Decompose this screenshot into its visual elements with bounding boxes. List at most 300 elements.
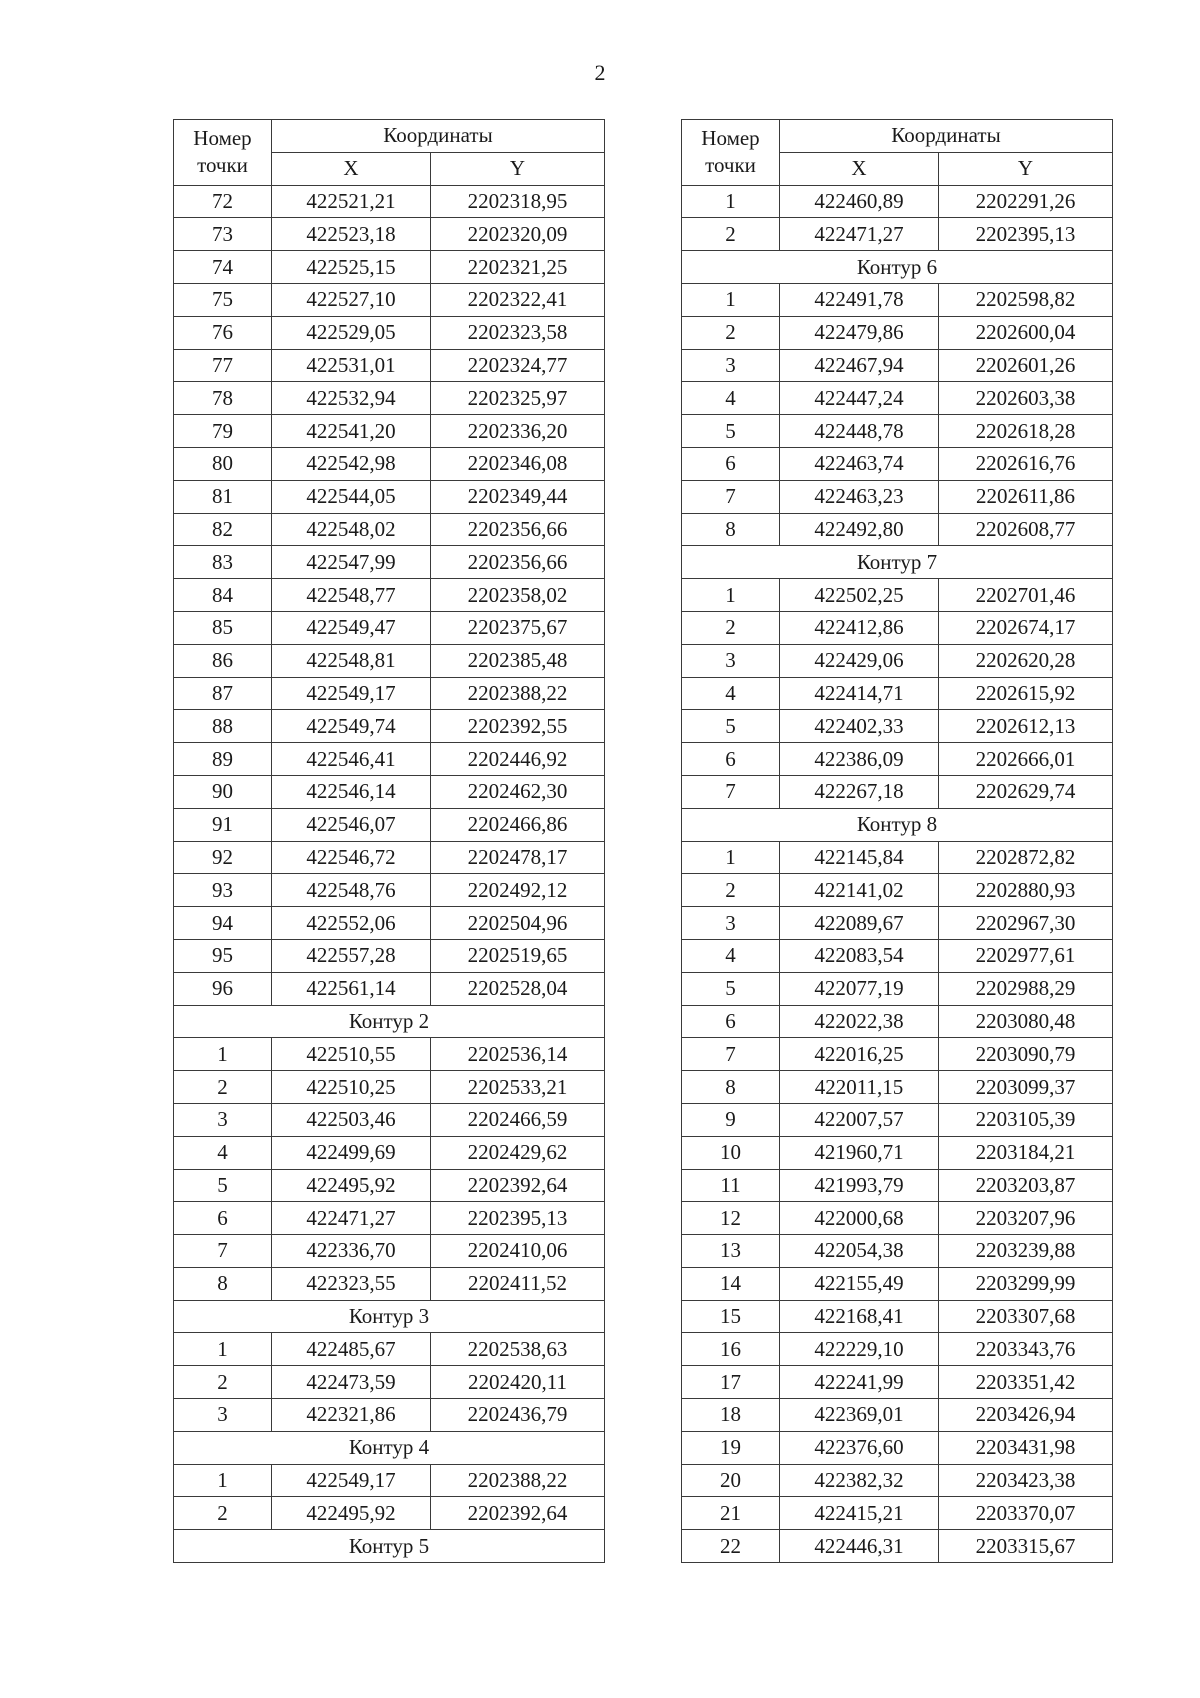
point-number-cell: 1 <box>174 1038 272 1071</box>
x-coordinate-cell: 422415,21 <box>780 1497 939 1530</box>
x-coordinate-cell: 422491,78 <box>780 283 939 316</box>
point-number-cell: 18 <box>682 1399 780 1432</box>
y-coordinate-cell: 2202320,09 <box>431 218 605 251</box>
y-coordinate-cell: 2202375,67 <box>431 611 605 644</box>
x-coordinate-cell: 422548,76 <box>272 874 431 907</box>
x-coordinate-cell: 422495,92 <box>272 1169 431 1202</box>
y-coordinate-cell: 2203184,21 <box>939 1136 1113 1169</box>
table-row <box>682 1431 1113 1464</box>
y-coordinate-cell: 2202528,04 <box>431 972 605 1005</box>
point-number-cell: 85 <box>174 611 272 644</box>
point-number-cell: 13 <box>682 1235 780 1268</box>
x-coordinate-cell: 422011,15 <box>780 1071 939 1104</box>
table-row <box>174 1464 605 1497</box>
coordinates-header: Координаты <box>272 120 605 153</box>
table-row <box>174 415 605 448</box>
table-row <box>174 1169 605 1202</box>
y-coordinate-cell: 2202325,97 <box>431 382 605 415</box>
contour-heading-row <box>174 1300 605 1333</box>
y-coordinate-cell: 2202608,77 <box>939 513 1113 546</box>
y-coordinate-cell: 2203307,68 <box>939 1300 1113 1333</box>
point-number-cell: 4 <box>682 677 780 710</box>
y-coordinate-cell: 2202322,41 <box>431 283 605 316</box>
table-row <box>174 579 605 612</box>
point-number-cell: 9 <box>682 1103 780 1136</box>
table-row <box>682 1530 1113 1563</box>
x-coordinate-cell: 421993,79 <box>780 1169 939 1202</box>
table-row <box>174 743 605 776</box>
point-number-cell: 17 <box>682 1366 780 1399</box>
point-number-cell: 3 <box>174 1399 272 1432</box>
x-coordinate-cell: 422549,74 <box>272 710 431 743</box>
point-number-cell: 5 <box>174 1169 272 1202</box>
table-row <box>682 316 1113 349</box>
point-number-cell: 16 <box>682 1333 780 1366</box>
y-coordinate-cell: 2202336,20 <box>431 415 605 448</box>
table-row <box>682 1366 1113 1399</box>
point-number-cell: 1 <box>174 1333 272 1366</box>
point-number-cell: 6 <box>682 1005 780 1038</box>
x-coordinate-cell: 422448,78 <box>780 415 939 448</box>
x-coordinate-cell: 422446,31 <box>780 1530 939 1563</box>
x-coordinate-cell: 422525,15 <box>272 251 431 284</box>
table-row <box>682 1202 1113 1235</box>
coordinates-table-right <box>681 119 1113 1563</box>
contour-heading-row <box>174 1005 605 1038</box>
point-number-cell: 1 <box>174 1464 272 1497</box>
x-coordinate-cell: 422541,20 <box>272 415 431 448</box>
table-row <box>174 972 605 1005</box>
y-coordinate-cell: 2202967,30 <box>939 907 1113 940</box>
point-number-cell: 2 <box>174 1366 272 1399</box>
table-row <box>174 1071 605 1104</box>
x-coordinate-cell: 422503,46 <box>272 1103 431 1136</box>
y-coordinate-cell: 2202701,46 <box>939 579 1113 612</box>
point-number-cell: 2 <box>682 218 780 251</box>
point-number-cell: 2 <box>682 316 780 349</box>
table-row <box>682 743 1113 776</box>
table-row <box>682 1464 1113 1497</box>
x-coordinate-cell: 422561,14 <box>272 972 431 1005</box>
x-coordinate-cell: 422523,18 <box>272 218 431 251</box>
x-coordinate-cell: 422382,32 <box>780 1464 939 1497</box>
table-row <box>682 349 1113 382</box>
table-row <box>682 841 1113 874</box>
table-row <box>682 185 1113 218</box>
point-number-cell: 4 <box>174 1136 272 1169</box>
point-number-cell: 5 <box>682 415 780 448</box>
point-number-cell: 76 <box>174 316 272 349</box>
contour-heading-row <box>174 1530 605 1563</box>
point-number-cell: 15 <box>682 1300 780 1333</box>
y-coordinate-cell: 2202395,13 <box>431 1202 605 1235</box>
y-coordinate-cell: 2202977,61 <box>939 939 1113 972</box>
table-row <box>174 251 605 284</box>
point-number-cell: 12 <box>682 1202 780 1235</box>
table-row <box>174 1136 605 1169</box>
x-coordinate-cell: 422376,60 <box>780 1431 939 1464</box>
point-number-cell: 7 <box>174 1235 272 1268</box>
x-coordinate-cell: 422077,19 <box>780 972 939 1005</box>
y-coordinate-cell: 2202598,82 <box>939 283 1113 316</box>
table-row <box>174 1399 605 1432</box>
point-number-cell: 91 <box>174 808 272 841</box>
table-row <box>682 939 1113 972</box>
y-header: Y <box>431 152 605 185</box>
contour-heading: Контур 3 <box>174 1300 605 1333</box>
x-coordinate-cell: 422495,92 <box>272 1497 431 1530</box>
point-number-cell: 21 <box>682 1497 780 1530</box>
x-coordinate-cell: 422267,18 <box>780 775 939 808</box>
x-coordinate-cell: 422473,59 <box>272 1366 431 1399</box>
table-row <box>682 1169 1113 1202</box>
contour-heading: Контур 5 <box>174 1530 605 1563</box>
y-coordinate-cell: 2203105,39 <box>939 1103 1113 1136</box>
point-number-cell: 3 <box>682 349 780 382</box>
y-coordinate-cell: 2202620,28 <box>939 644 1113 677</box>
point-number-cell: 7 <box>682 775 780 808</box>
point-number-cell: 87 <box>174 677 272 710</box>
table-row <box>174 1333 605 1366</box>
x-coordinate-cell: 422546,72 <box>272 841 431 874</box>
point-number-cell: 74 <box>174 251 272 284</box>
coordinates-header: Координаты <box>780 120 1113 153</box>
table-row <box>174 1038 605 1071</box>
contour-heading: Контур 6 <box>682 251 1113 284</box>
point-number-cell: 78 <box>174 382 272 415</box>
x-coordinate-cell: 422323,55 <box>272 1267 431 1300</box>
x-coordinate-cell: 422544,05 <box>272 480 431 513</box>
table-row <box>174 874 605 907</box>
table-row <box>174 546 605 579</box>
y-coordinate-cell: 2202410,06 <box>431 1235 605 1268</box>
x-coordinate-cell: 422521,21 <box>272 185 431 218</box>
point-number-cell: 92 <box>174 841 272 874</box>
y-coordinate-cell: 2202880,93 <box>939 874 1113 907</box>
point-number-cell: 8 <box>682 1071 780 1104</box>
x-coordinate-cell: 422548,81 <box>272 644 431 677</box>
table-row <box>174 710 605 743</box>
point-number-cell: 93 <box>174 874 272 907</box>
point-number-cell: 80 <box>174 447 272 480</box>
y-coordinate-cell: 2203099,37 <box>939 1071 1113 1104</box>
table-row <box>682 1267 1113 1300</box>
y-coordinate-cell: 2202615,92 <box>939 677 1113 710</box>
table-row <box>174 218 605 251</box>
table-row <box>174 382 605 415</box>
table-row <box>174 644 605 677</box>
table-row <box>174 907 605 940</box>
y-coordinate-cell: 2202601,26 <box>939 349 1113 382</box>
point-number-cell: 7 <box>682 480 780 513</box>
x-coordinate-cell: 422485,67 <box>272 1333 431 1366</box>
x-coordinate-cell: 422549,17 <box>272 677 431 710</box>
point-number-header: Номер точки <box>174 120 272 186</box>
x-header: X <box>272 152 431 185</box>
point-number-cell: 89 <box>174 743 272 776</box>
y-coordinate-cell: 2202411,52 <box>431 1267 605 1300</box>
table-row <box>682 579 1113 612</box>
y-coordinate-cell: 2202388,22 <box>431 677 605 710</box>
table-row <box>682 283 1113 316</box>
point-number-cell: 3 <box>174 1103 272 1136</box>
table-row <box>682 874 1113 907</box>
point-number-cell: 96 <box>174 972 272 1005</box>
point-number-cell: 5 <box>682 710 780 743</box>
x-coordinate-cell: 422145,84 <box>780 841 939 874</box>
y-coordinate-cell: 2203426,94 <box>939 1399 1113 1432</box>
x-coordinate-cell: 422502,25 <box>780 579 939 612</box>
point-number-cell: 6 <box>682 743 780 776</box>
table-row <box>174 283 605 316</box>
y-coordinate-cell: 2202611,86 <box>939 480 1113 513</box>
table-row <box>682 644 1113 677</box>
table-row <box>682 611 1113 644</box>
point-number-cell: 8 <box>174 1267 272 1300</box>
x-coordinate-cell: 422510,25 <box>272 1071 431 1104</box>
x-coordinate-cell: 422552,06 <box>272 907 431 940</box>
contour-heading-row <box>682 808 1113 841</box>
point-number-cell: 7 <box>682 1038 780 1071</box>
x-header: X <box>780 152 939 185</box>
y-coordinate-cell: 2202674,17 <box>939 611 1113 644</box>
table-row <box>682 972 1113 1005</box>
x-coordinate-cell: 422412,86 <box>780 611 939 644</box>
x-coordinate-cell: 422447,24 <box>780 382 939 415</box>
x-coordinate-cell: 422155,49 <box>780 1267 939 1300</box>
y-coordinate-cell: 2203203,87 <box>939 1169 1113 1202</box>
x-coordinate-cell: 422000,68 <box>780 1202 939 1235</box>
point-number-cell: 94 <box>174 907 272 940</box>
point-number-cell: 95 <box>174 939 272 972</box>
y-coordinate-cell: 2202600,04 <box>939 316 1113 349</box>
table-row <box>682 480 1113 513</box>
y-coordinate-cell: 2202346,08 <box>431 447 605 480</box>
point-number-cell: 22 <box>682 1530 780 1563</box>
y-coordinate-cell: 2202392,55 <box>431 710 605 743</box>
table-row <box>174 185 605 218</box>
table-row <box>174 349 605 382</box>
x-coordinate-cell: 422229,10 <box>780 1333 939 1366</box>
table-row <box>174 841 605 874</box>
table-row <box>174 316 605 349</box>
x-coordinate-cell: 422386,09 <box>780 743 939 776</box>
contour-heading-row <box>682 546 1113 579</box>
x-coordinate-cell: 422529,05 <box>272 316 431 349</box>
x-coordinate-cell: 422463,74 <box>780 447 939 480</box>
table-row <box>682 1071 1113 1104</box>
table-row <box>682 513 1113 546</box>
y-coordinate-cell: 2203431,98 <box>939 1431 1113 1464</box>
table-row <box>682 1038 1113 1071</box>
table-row <box>682 1136 1113 1169</box>
x-coordinate-cell: 422471,27 <box>780 218 939 251</box>
point-number-cell: 6 <box>682 447 780 480</box>
x-coordinate-cell: 422510,55 <box>272 1038 431 1071</box>
table-row <box>174 775 605 808</box>
y-coordinate-cell: 2203080,48 <box>939 1005 1113 1038</box>
point-number-cell: 73 <box>174 218 272 251</box>
point-number-cell: 81 <box>174 480 272 513</box>
point-number-cell: 8 <box>682 513 780 546</box>
point-number-cell: 1 <box>682 283 780 316</box>
table-row <box>174 1235 605 1268</box>
y-coordinate-cell: 2203090,79 <box>939 1038 1113 1071</box>
point-number-cell: 84 <box>174 579 272 612</box>
point-number-cell: 2 <box>174 1071 272 1104</box>
point-number-cell: 83 <box>174 546 272 579</box>
y-coordinate-cell: 2203351,42 <box>939 1366 1113 1399</box>
y-coordinate-cell: 2202492,12 <box>431 874 605 907</box>
table-row <box>682 1103 1113 1136</box>
y-coordinate-cell: 2203299,99 <box>939 1267 1113 1300</box>
y-coordinate-cell: 2202436,79 <box>431 1399 605 1432</box>
x-coordinate-cell: 422547,99 <box>272 546 431 579</box>
point-number-cell: 86 <box>174 644 272 677</box>
y-coordinate-cell: 2202988,29 <box>939 972 1113 1005</box>
y-coordinate-cell: 2202385,48 <box>431 644 605 677</box>
contour-heading-row <box>682 251 1113 284</box>
table-row <box>682 907 1113 940</box>
contour-heading: Контур 4 <box>174 1431 605 1464</box>
point-number-cell: 5 <box>682 972 780 1005</box>
x-coordinate-cell: 421960,71 <box>780 1136 939 1169</box>
y-coordinate-cell: 2202429,62 <box>431 1136 605 1169</box>
y-coordinate-cell: 2202349,44 <box>431 480 605 513</box>
x-coordinate-cell: 422429,06 <box>780 644 939 677</box>
x-coordinate-cell: 422527,10 <box>272 283 431 316</box>
y-coordinate-cell: 2202395,13 <box>939 218 1113 251</box>
y-coordinate-cell: 2203315,67 <box>939 1530 1113 1563</box>
x-coordinate-cell: 422402,33 <box>780 710 939 743</box>
point-number-cell: 1 <box>682 579 780 612</box>
y-coordinate-cell: 2202478,17 <box>431 841 605 874</box>
y-coordinate-cell: 2202872,82 <box>939 841 1113 874</box>
y-coordinate-cell: 2202388,22 <box>431 1464 605 1497</box>
x-coordinate-cell: 422141,02 <box>780 874 939 907</box>
y-coordinate-cell: 2202321,25 <box>431 251 605 284</box>
x-coordinate-cell: 422499,69 <box>272 1136 431 1169</box>
x-coordinate-cell: 422546,14 <box>272 775 431 808</box>
point-number-cell: 2 <box>174 1497 272 1530</box>
x-coordinate-cell: 422463,23 <box>780 480 939 513</box>
y-coordinate-cell: 2202603,38 <box>939 382 1113 415</box>
y-coordinate-cell: 2202538,63 <box>431 1333 605 1366</box>
x-coordinate-cell: 422016,25 <box>780 1038 939 1071</box>
x-coordinate-cell: 422083,54 <box>780 939 939 972</box>
table-row <box>174 1366 605 1399</box>
y-coordinate-cell: 2202629,74 <box>939 775 1113 808</box>
y-coordinate-cell: 2203207,96 <box>939 1202 1113 1235</box>
table-row <box>174 677 605 710</box>
y-coordinate-cell: 2202318,95 <box>431 185 605 218</box>
table-row <box>174 1103 605 1136</box>
table-row <box>174 1267 605 1300</box>
point-number-cell: 82 <box>174 513 272 546</box>
point-number-cell: 20 <box>682 1464 780 1497</box>
point-number-cell: 77 <box>174 349 272 382</box>
table-row <box>174 1202 605 1235</box>
point-number-cell: 3 <box>682 644 780 677</box>
y-header: Y <box>939 152 1113 185</box>
x-coordinate-cell: 422168,41 <box>780 1300 939 1333</box>
x-coordinate-cell: 422557,28 <box>272 939 431 972</box>
x-coordinate-cell: 422241,99 <box>780 1366 939 1399</box>
y-coordinate-cell: 2202356,66 <box>431 513 605 546</box>
x-coordinate-cell: 422479,86 <box>780 316 939 349</box>
table-row <box>174 1497 605 1530</box>
x-coordinate-cell: 422532,94 <box>272 382 431 415</box>
contour-heading: Контур 8 <box>682 808 1113 841</box>
y-coordinate-cell: 2202466,59 <box>431 1103 605 1136</box>
y-coordinate-cell: 2202666,01 <box>939 743 1113 776</box>
x-coordinate-cell: 422492,80 <box>780 513 939 546</box>
table-row <box>174 447 605 480</box>
table-row <box>682 447 1113 480</box>
y-coordinate-cell: 2202446,92 <box>431 743 605 776</box>
table-row <box>682 382 1113 415</box>
y-coordinate-cell: 2202358,02 <box>431 579 605 612</box>
y-coordinate-cell: 2203343,76 <box>939 1333 1113 1366</box>
y-coordinate-cell: 2203239,88 <box>939 1235 1113 1268</box>
y-coordinate-cell: 2203370,07 <box>939 1497 1113 1530</box>
table-row <box>682 1399 1113 1432</box>
y-coordinate-cell: 2202323,58 <box>431 316 605 349</box>
y-coordinate-cell: 2202533,21 <box>431 1071 605 1104</box>
y-coordinate-cell: 2202466,86 <box>431 808 605 841</box>
x-coordinate-cell: 422007,57 <box>780 1103 939 1136</box>
x-coordinate-cell: 422531,01 <box>272 349 431 382</box>
x-coordinate-cell: 422369,01 <box>780 1399 939 1432</box>
x-coordinate-cell: 422089,67 <box>780 907 939 940</box>
point-number-cell: 6 <box>174 1202 272 1235</box>
point-number-cell: 10 <box>682 1136 780 1169</box>
point-number-cell: 4 <box>682 382 780 415</box>
table-row <box>174 513 605 546</box>
page-number: 2 <box>594 60 606 85</box>
table-row <box>174 611 605 644</box>
table-row <box>682 1300 1113 1333</box>
point-number-cell: 11 <box>682 1169 780 1202</box>
table-row <box>682 677 1113 710</box>
y-coordinate-cell: 2202324,77 <box>431 349 605 382</box>
y-coordinate-cell: 2203423,38 <box>939 1464 1113 1497</box>
table-row <box>682 1235 1113 1268</box>
y-coordinate-cell: 2202420,11 <box>431 1366 605 1399</box>
point-number-cell: 88 <box>174 710 272 743</box>
y-coordinate-cell: 2202462,30 <box>431 775 605 808</box>
point-number-header: Номер точки <box>682 120 780 186</box>
y-coordinate-cell: 2202519,65 <box>431 939 605 972</box>
table-row <box>682 710 1113 743</box>
contour-heading: Контур 7 <box>682 546 1113 579</box>
table-row <box>682 218 1113 251</box>
x-coordinate-cell: 422546,41 <box>272 743 431 776</box>
y-coordinate-cell: 2202392,64 <box>431 1169 605 1202</box>
point-number-cell: 3 <box>682 907 780 940</box>
x-coordinate-cell: 422546,07 <box>272 808 431 841</box>
y-coordinate-cell: 2202291,26 <box>939 185 1113 218</box>
point-number-cell: 1 <box>682 185 780 218</box>
point-number-cell: 72 <box>174 185 272 218</box>
table-row <box>682 1497 1113 1530</box>
x-coordinate-cell: 422542,98 <box>272 447 431 480</box>
table-row <box>174 939 605 972</box>
contour-heading-row <box>174 1431 605 1464</box>
coordinates-table-left <box>173 119 605 1563</box>
table-row <box>682 1005 1113 1038</box>
y-coordinate-cell: 2202536,14 <box>431 1038 605 1071</box>
